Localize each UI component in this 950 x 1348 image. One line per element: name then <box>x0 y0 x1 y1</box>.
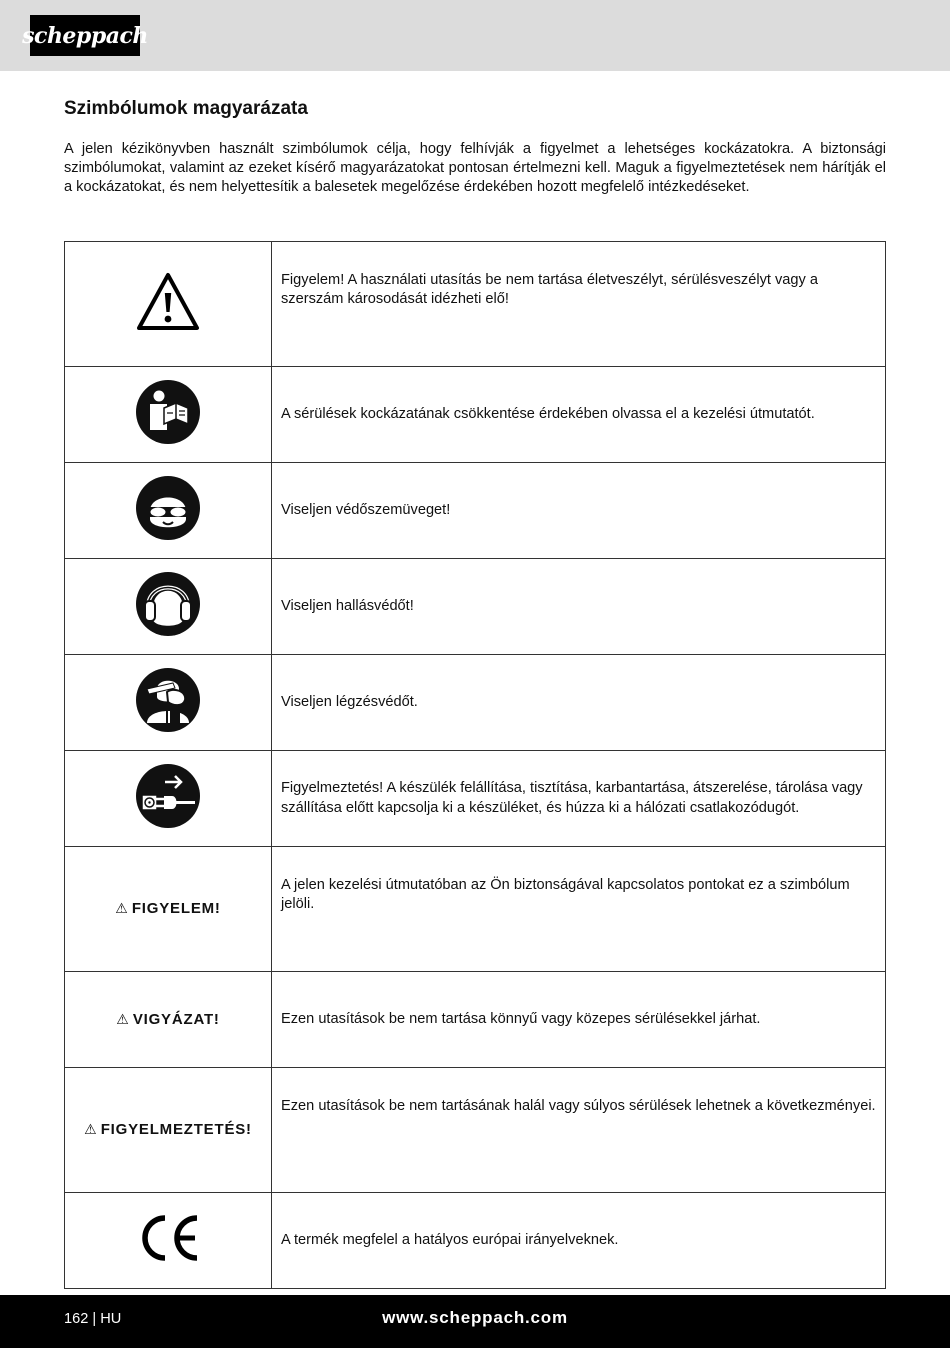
ce-mark-icon <box>135 1214 201 1262</box>
small-warning-triangle-icon: ⚠ <box>84 1121 97 1137</box>
symbol-cell <box>65 655 272 751</box>
website-link[interactable]: www.scheppach.com <box>382 1308 568 1327</box>
symbol-cell <box>65 1193 272 1289</box>
unplug-icon <box>135 763 201 829</box>
table-row <box>65 1068 886 1193</box>
symbol-description: Figyelmeztetés! A készülék felállítása, tisztítása, karbantartása, átszerelése, tárolása vagy szállítása előtt kapcsolja ki a készüléket, és húzza ki a hálózati csatlakozódugót. <box>272 751 886 847</box>
section-title: Szimbólumok magyarázata <box>64 98 308 119</box>
page-header <box>0 0 950 71</box>
symbol-description: A jelen kezelési útmutatóban az Ön biztonságával kapcsolatos pontokat ez a szimbólum jelöli. <box>272 847 886 972</box>
scheppach-logo: scheppach <box>30 15 140 56</box>
symbol-description: Figyelem! A használati utasítás be nem tartása életveszélyt, sérülésveszélyt vagy a szerszám károsodását idézheti elő! <box>272 242 886 367</box>
signal-word-cell <box>65 1068 272 1193</box>
small-warning-triangle-icon: ⚠ <box>116 1010 129 1027</box>
symbol-cell <box>65 367 272 463</box>
small-warning-triangle-icon: ⚠ <box>115 900 128 916</box>
symbol-cell <box>65 242 272 367</box>
safety-goggles-icon <box>135 475 201 541</box>
symbol-cell <box>65 463 272 559</box>
table-row <box>65 655 886 751</box>
symbol-description: A termék megfelel a hatályos európai irányelveknek. <box>272 1193 886 1289</box>
signal-word-cell <box>65 847 272 972</box>
symbol-description: Ezen utasítások be nem tartása könnyű vagy közepes sérülésekkel járhat. <box>272 972 886 1068</box>
table-row <box>65 463 886 559</box>
table-row <box>65 972 886 1068</box>
page-number: 162 | HU <box>64 1311 122 1327</box>
table-row <box>65 847 886 972</box>
signal-word: FIGYELMEZTETÉS! <box>100 1121 252 1138</box>
symbol-description: Viseljen hallásvédőt! <box>272 559 886 655</box>
ear-protection-icon <box>135 571 201 637</box>
page-footer <box>0 1295 950 1348</box>
symbol-cell <box>65 559 272 655</box>
read-manual-icon <box>135 379 201 445</box>
signal-word: VIGYÁZAT! <box>132 1010 220 1028</box>
table-row <box>65 367 886 463</box>
signal-word: FIGYELEM! <box>131 900 221 917</box>
symbol-cell <box>65 751 272 847</box>
respirator-icon <box>135 667 201 733</box>
symbol-description: Ezen utasítások be nem tartásának halál vagy súlyos sérülések lehetnek a következményei. <box>272 1068 886 1193</box>
table-row <box>65 1193 886 1289</box>
intro-paragraph: A jelen kézikönyvben használt szimbólumok célja, hogy felhívják a figyelmet a lehetséges kockázatokra. A biztonsági szimbólumokat, valamint az ezeket kísérő magyarázatokat pontosan értelmezni kell. Maguk a figyelmeztetések nem hárítják el a kockázatokat, és nem helyettesítik a balesetek megelőzése érdekében hozott megfelelő intézkedéseket. <box>64 141 886 196</box>
table-row <box>65 242 886 367</box>
table-row <box>65 751 886 847</box>
signal-word-cell <box>65 972 272 1068</box>
warning-triangle-icon <box>136 272 200 332</box>
table-row <box>65 559 886 655</box>
symbol-table <box>64 241 886 1289</box>
symbol-description: A sérülések kockázatának csökkentése érdekében olvassa el a kezelési útmutatót. <box>272 367 886 463</box>
symbol-description: Viseljen légzésvédőt. <box>272 655 886 751</box>
symbol-description: Viseljen védőszemüveget! <box>272 463 886 559</box>
